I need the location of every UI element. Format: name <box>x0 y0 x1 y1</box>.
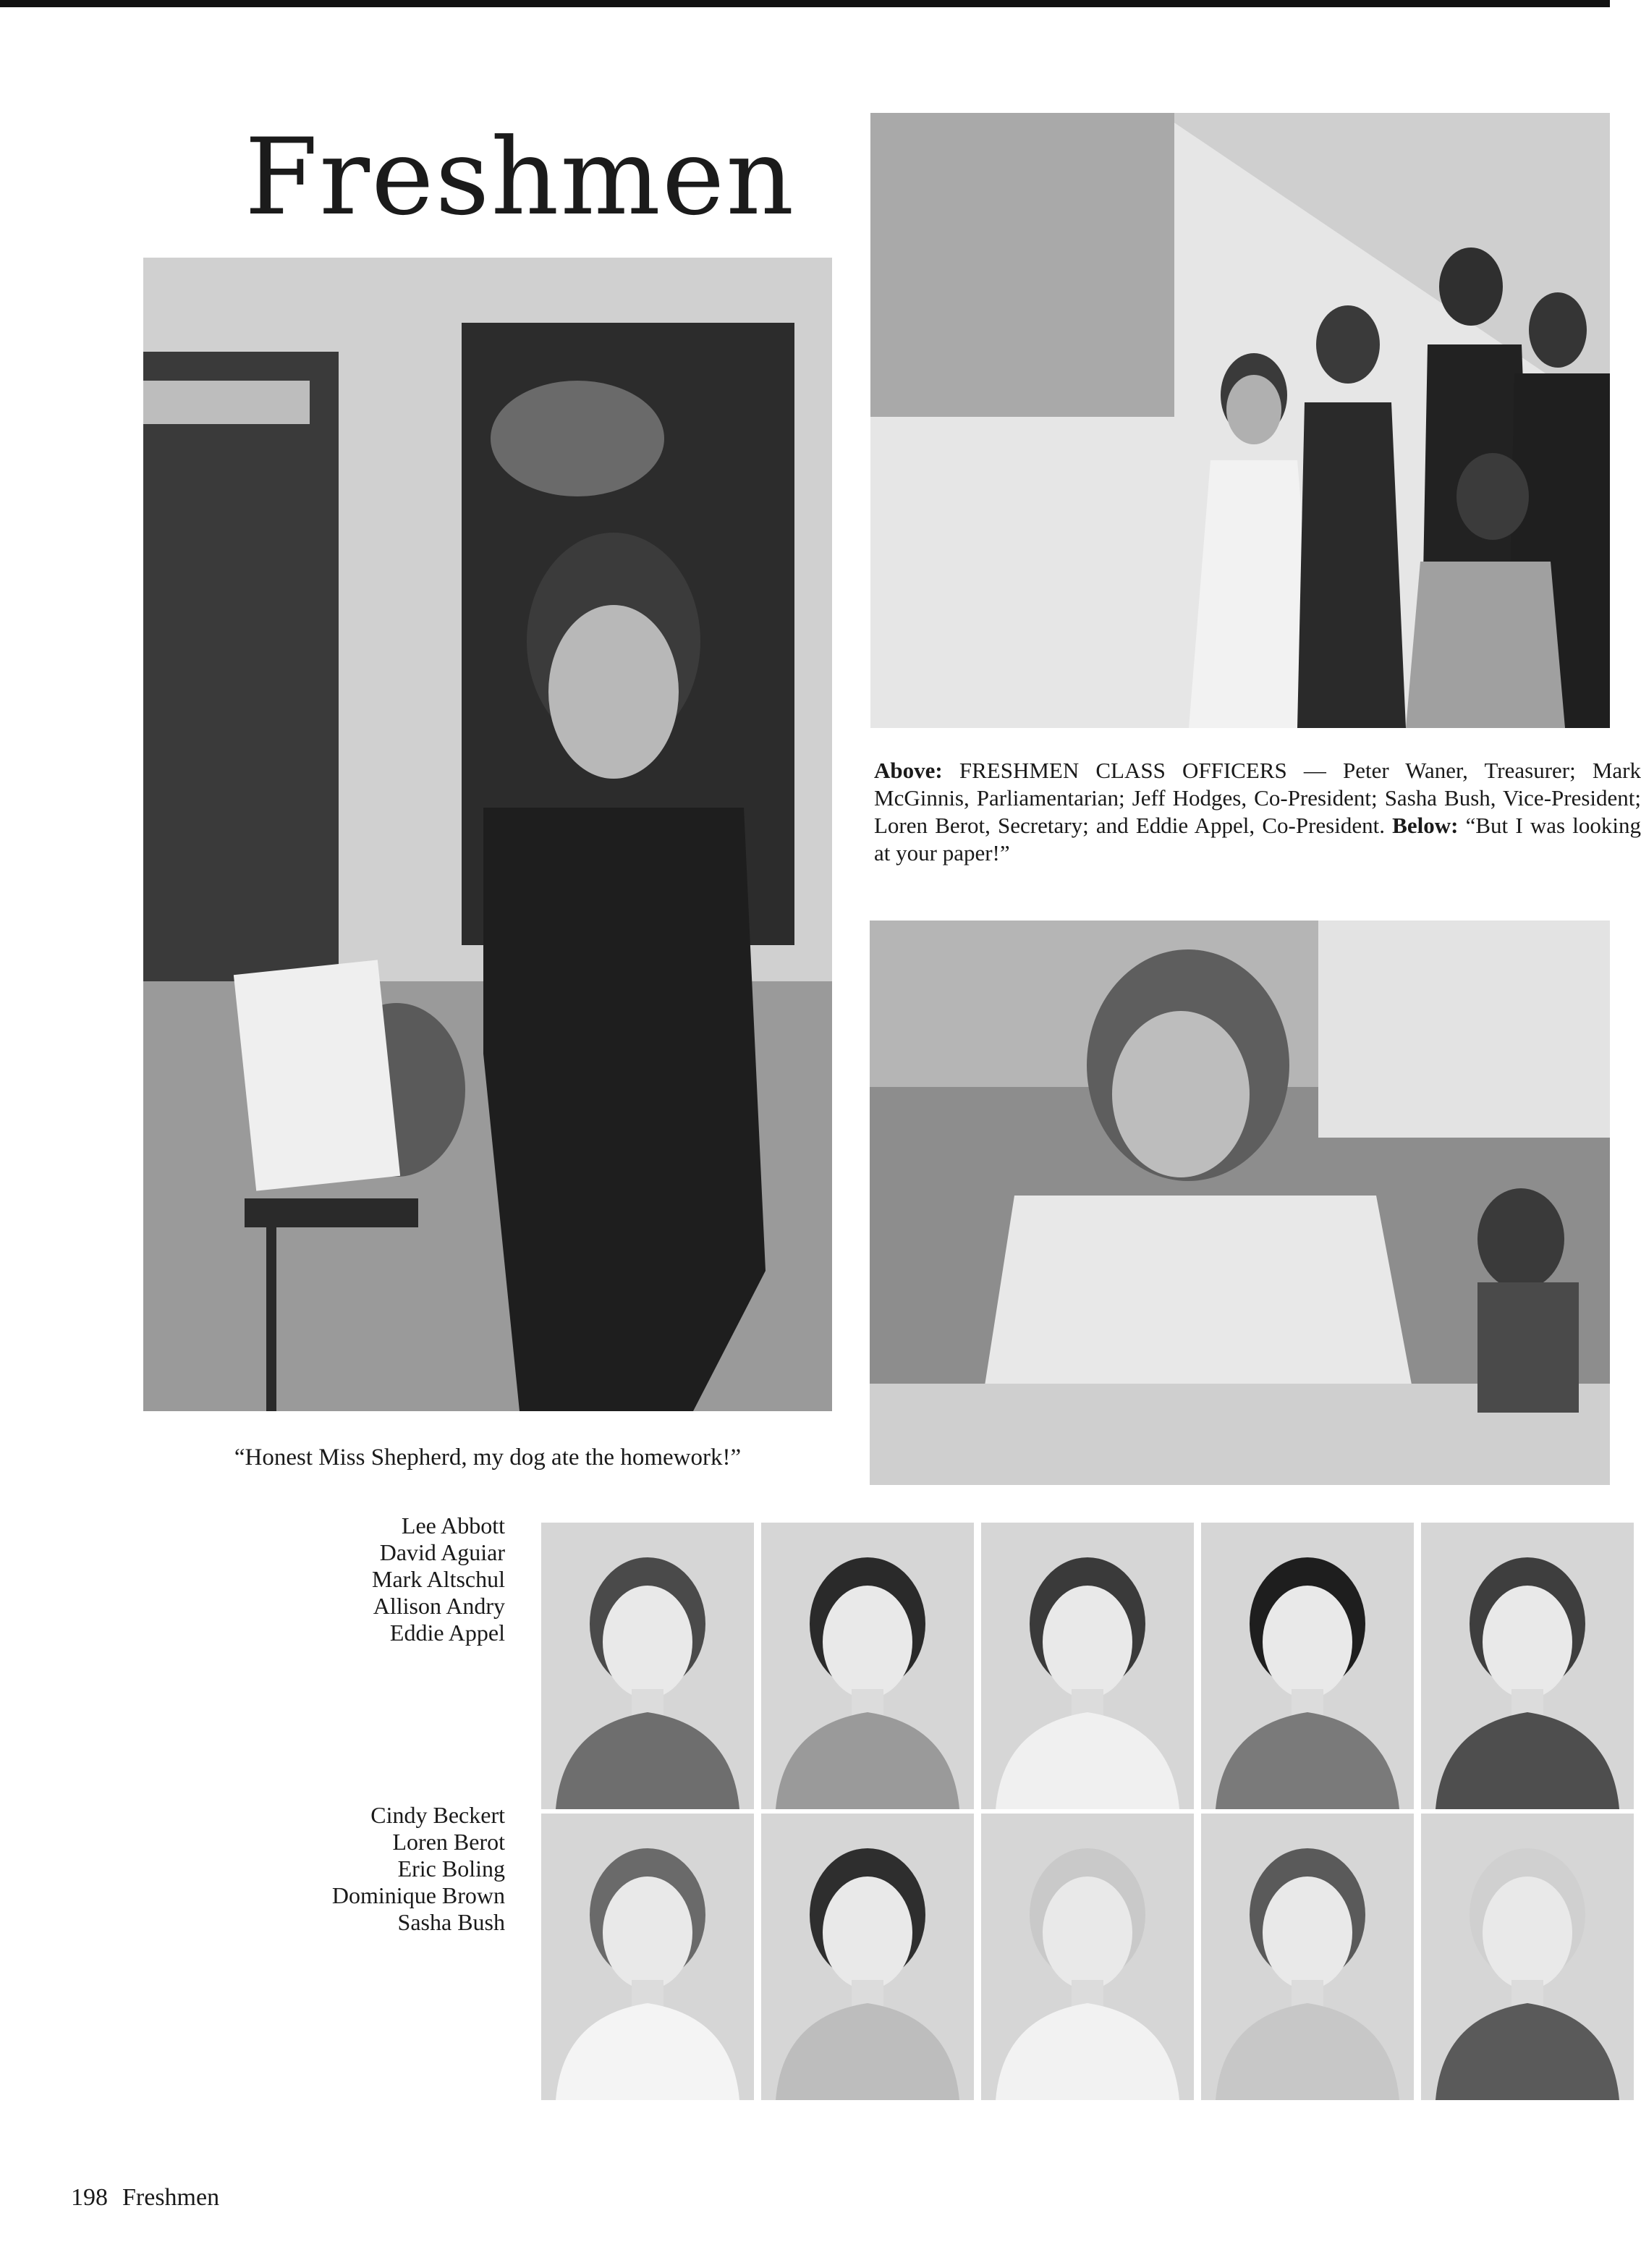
officers-caption <box>874 757 1641 867</box>
student-name: Sasha Bush <box>397 1909 505 1935</box>
page-footer <box>71 2184 219 2212</box>
student-portrait <box>981 1814 1194 2100</box>
student-portrait <box>541 1523 754 1809</box>
caption-below-text: “But I was looking at your paper!” <box>874 813 1641 866</box>
roster-names-row-2 <box>143 1802 505 1936</box>
photo-girl-writing <box>870 921 1610 1485</box>
student-portrait <box>1421 1523 1634 1809</box>
student-portrait <box>1421 1814 1634 2100</box>
top-border <box>0 0 1610 7</box>
student-name: Mark Altschul <box>372 1566 505 1592</box>
student-portrait <box>1201 1814 1414 2100</box>
student-portrait <box>981 1523 1194 1809</box>
student-portrait <box>761 1523 974 1809</box>
student-name: David Aguiar <box>379 1539 505 1565</box>
student-portrait <box>541 1814 754 2100</box>
caption-officers-text: FRESHMEN CLASS OFFICERS — Peter Waner, Treasurer; Mark McGinnis, Parliamentarian; Jeff Hodges, Co-President; Sasha Bush, Vice-President; Loren Berot, Secretary; and Eddie Appel, Co-President. <box>874 758 1641 838</box>
student-name: Dominique Brown <box>331 1882 505 1908</box>
photo-class-officers <box>870 113 1610 728</box>
student-portrait <box>1201 1523 1414 1809</box>
student-name: Allison Andry <box>373 1593 505 1619</box>
section-label: Freshmen <box>122 2184 220 2211</box>
roster-names-row-1 <box>143 1512 505 1646</box>
page-title: Freshmen <box>245 116 796 239</box>
student-name: Eddie Appel <box>389 1620 505 1646</box>
photo-homework-students <box>143 258 832 1411</box>
student-name: Loren Berot <box>392 1829 505 1855</box>
caption-lead-above: Above: <box>874 758 943 783</box>
student-portrait <box>761 1814 974 2100</box>
student-name: Eric Boling <box>397 1856 505 1882</box>
student-name: Lee Abbott <box>401 1512 505 1539</box>
page-number: 198 <box>71 2184 108 2211</box>
caption-lead-below: Below: <box>1392 813 1459 838</box>
student-name: Cindy Beckert <box>370 1802 505 1828</box>
homework-caption: “Honest Miss Shepherd, my dog ate the homework!” <box>234 1444 742 1471</box>
